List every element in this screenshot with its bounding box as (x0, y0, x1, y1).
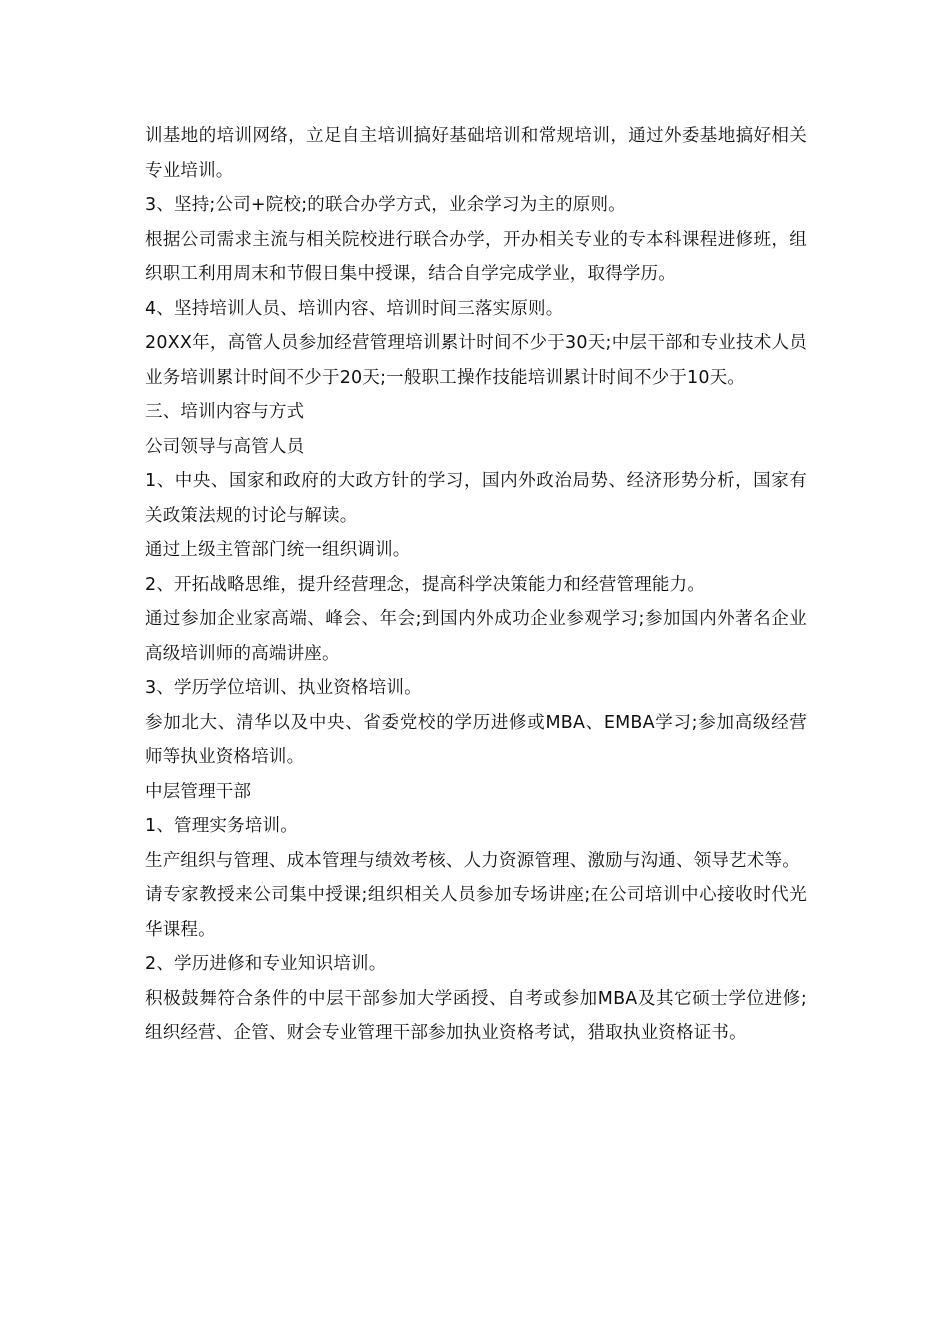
paragraph-mid-item-2: 2、学历进修和专业知识培训。 (145, 954, 387, 974)
section-heading-content-methods: 三、培训内容与方式 (145, 402, 305, 422)
paragraph-mid-item-1-topics: 生产组织与管理、成本管理与绩效考核、人力资源管理、激励与沟通、领导艺术等。 (145, 850, 800, 871)
paragraph-training-network: 训基地的培训网络，立足自主培训搞好基础培训和常规培训，通过外委基地搞好相关专业培训。 (145, 126, 807, 181)
paragraph-item-1-policy: 1、中央、国家和政府的大政方针的学习，国内外政治局势、经济形势分析，国家有关政策法规的讨论与解读。 (145, 471, 807, 526)
paragraph-training-time: 20XX年，高管人员参加经营管理培训累计时间不少于30天;中层干部和专业技术人员业务培训累计时间不少于20天;一般职工操作技能培训累计时间不少于10天。 (145, 333, 807, 388)
subheading-middle-management: 中层管理干部 (145, 781, 252, 802)
paragraph-item-1-method: 通过上级主管部门统一组织调训。 (145, 540, 411, 560)
document-body (145, 119, 807, 1051)
paragraph-item-3-method: 参加北大、清华以及中央、省委党校的学历进修或MBA、EMBA学习;参加高级经营师等执业资格培训。 (145, 712, 807, 767)
paragraph-item-2-strategy: 2、开拓战略思维，提升经营理念，提高科学决策能力和经营管理能力。 (145, 574, 706, 595)
paragraph-item-2-method: 通过参加企业家高端、峰会、年会;到国内外成功企业参观学习;参加国内外著名企业高级培训师的高端讲座。 (145, 609, 807, 664)
paragraph-item-3-degree: 3、学历学位培训、执业资格培训。 (145, 678, 422, 698)
subheading-senior-management: 公司领导与高管人员 (145, 436, 305, 457)
paragraph-mid-item-1-method: 请专家教授来公司集中授课;组织相关人员参加专场讲座;在公司培训中心接收时代光华课程。 (145, 885, 807, 940)
paragraph-joint-school: 根据公司需求主流与相关院校进行联合办学，开办相关专业的专本科课程进修班，组织职工利用周末和节假日集中授课，结合自学完成学业，取得学历。 (145, 229, 807, 284)
paragraph-mid-item-2-method: 积极鼓舞符合条件的中层干部参加大学函授、自考或参加MBA及其它硕士学位进修;组织经营、企管、财会专业管理干部参加执业资格考试，猎取执业资格证书。 (145, 988, 807, 1043)
paragraph-principle-3: 3、坚持;公司+院校;的联合办学方式，业余学习为主的原则。 (145, 195, 626, 215)
paragraph-mid-item-1: 1、管理实务培训。 (145, 816, 298, 836)
paragraph-principle-4: 4、坚持培训人员、培训内容、培训时间三落实原则。 (145, 298, 564, 319)
